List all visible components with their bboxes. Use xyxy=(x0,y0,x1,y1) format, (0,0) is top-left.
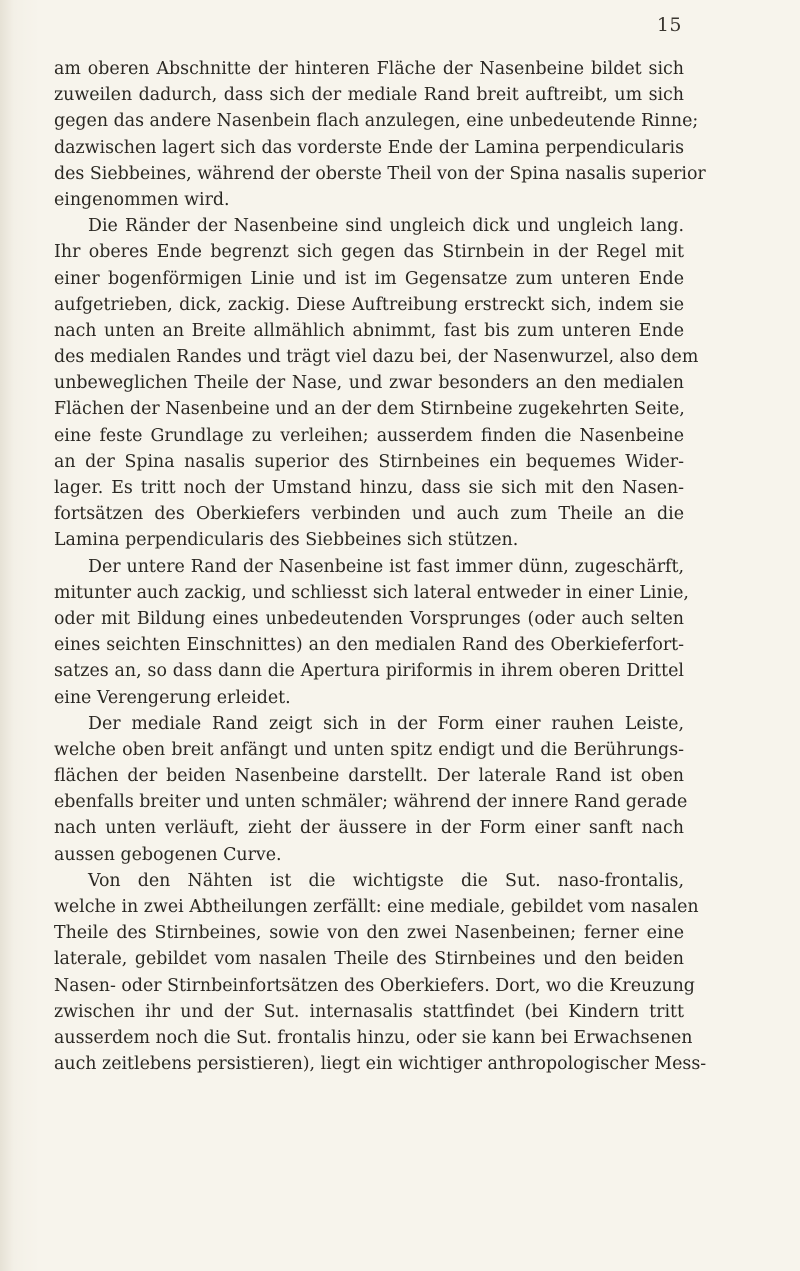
text-line: welche oben breit anfängt und unten spitz endigt und die Berührungs- xyxy=(54,739,684,760)
text-line: nach unten verläuft, zieht der äussere in der Form einer sanft nach xyxy=(54,818,684,839)
text-line: Ihr oberes Ende begrenzt sich gegen das Stirnbein in der Regel mit xyxy=(54,242,684,263)
page-number: 15 xyxy=(656,14,682,36)
text-line: nach unten an Breite allmählich abnimmt, fast bis zum unteren Ende xyxy=(54,320,684,341)
text-line: Die Ränder der Nasenbeine sind ungleich dick und ungleich lang. xyxy=(88,216,684,237)
text-line: oder mit Bildung eines unbedeutenden Vorsprunges (oder auch selten xyxy=(54,608,684,629)
paragraph xyxy=(54,554,689,711)
text-line: Lamina perpendicularis des Siebbeines sich stützen. xyxy=(54,530,519,551)
text-line: flächen der beiden Nasenbeine darstellt. Der laterale Rand ist oben xyxy=(54,766,684,787)
paragraph xyxy=(54,213,699,553)
text-line: fortsätzen des Oberkiefers verbinden und auch zum Theile an die xyxy=(54,504,684,525)
text-line: aussen gebogenen Curve. xyxy=(54,844,282,865)
text-line: lager. Es tritt noch der Umstand hinzu, dass sie sich mit den Nasen- xyxy=(54,478,684,498)
text-line: dazwischen lagert sich das vorderste Ende der Lamina perpendicularis xyxy=(54,137,684,158)
text-line: Der untere Rand der Nasenbeine ist fast immer dünn, zugeschärft, xyxy=(88,556,684,577)
text-line: satzes an, so dass dann die Apertura piriformis in ihrem oberen Drittel xyxy=(54,661,684,682)
text-line: welche in zwei Abtheilungen zerfällt: eine mediale, gebildet vom nasalen xyxy=(54,897,699,917)
text-line: einer bogenförmigen Linie und ist im Gegensatze zum unteren Ende xyxy=(54,268,684,289)
text-line: des Siebbeines, während der oberste Theil von der Spina nasalis superior xyxy=(54,163,706,184)
paragraph xyxy=(54,56,706,213)
text-line: eingenommen wird. xyxy=(54,189,230,210)
text-line: unbeweglichen Theile der Nase, und zwar besonders an den medialen xyxy=(54,373,684,394)
text-line: Flächen der Nasenbeine und an der dem Stirnbeine zugekehrten Seite, xyxy=(54,399,685,420)
text-line: zwischen ihr und der Sut. internasalis stattfindet (bei Kindern tritt xyxy=(54,1001,684,1022)
text-line: mitunter auch zackig, und schliesst sich lateral entweder in einer Linie, xyxy=(54,582,689,603)
text-line: Der mediale Rand zeigt sich in der Form einer rauhen Leiste, xyxy=(88,713,684,734)
text-line: laterale, gebildet vom nasalen Theile des Stirnbeines und den beiden xyxy=(54,949,684,970)
text-line: ausserdem noch die Sut. frontalis hinzu, oder sie kann bei Erwachsenen xyxy=(54,1027,693,1048)
text-line: am oberen Abschnitte der hinteren Fläche der Nasenbeine bildet sich xyxy=(54,59,684,79)
text-line: eines seichten Einschnittes) an den medialen Rand des Oberkieferfort- xyxy=(54,635,684,656)
text-line: an der Spina nasalis superior des Stirnbeines ein bequemes Wider- xyxy=(54,451,684,472)
text-line: gegen das andere Nasenbein flach anzulegen, eine unbedeutende Rinne; xyxy=(54,111,699,132)
text-line: Von den Nähten ist die wichtigste die Sut. naso-frontalis, xyxy=(88,870,684,891)
text-line: ebenfalls breiter und unten schmäler; während der innere Rand gerade xyxy=(54,792,688,813)
text-line: des medialen Randes und trägt viel dazu bei, der Nasenwurzel, also dem xyxy=(54,347,699,368)
text-line: aufgetrieben, dick, zackig. Diese Auftreibung erstreckt sich, indem sie xyxy=(54,294,684,315)
text-line: eine Verengerung erleidet. xyxy=(54,687,291,708)
paragraph xyxy=(54,711,688,868)
text-line: auch zeitlebens persistieren), liegt ein wichtiger anthropologischer Mess- xyxy=(54,1054,707,1075)
text-line: Theile des Stirnbeines, sowie von den zwei Nasenbeinen; ferner eine xyxy=(54,923,684,944)
paragraph xyxy=(54,868,707,1078)
text-line: zuweilen dadurch, dass sich der mediale Rand breit auftreibt, um sich xyxy=(54,85,684,106)
text-line: Nasen- oder Stirnbeinfortsätzen des Oberkiefers. Dort, wo die Kreuzung xyxy=(54,975,695,996)
body-text xyxy=(54,56,707,1077)
text-line: eine feste Grundlage zu verleihen; ausserdem finden die Nasenbeine xyxy=(54,425,684,446)
